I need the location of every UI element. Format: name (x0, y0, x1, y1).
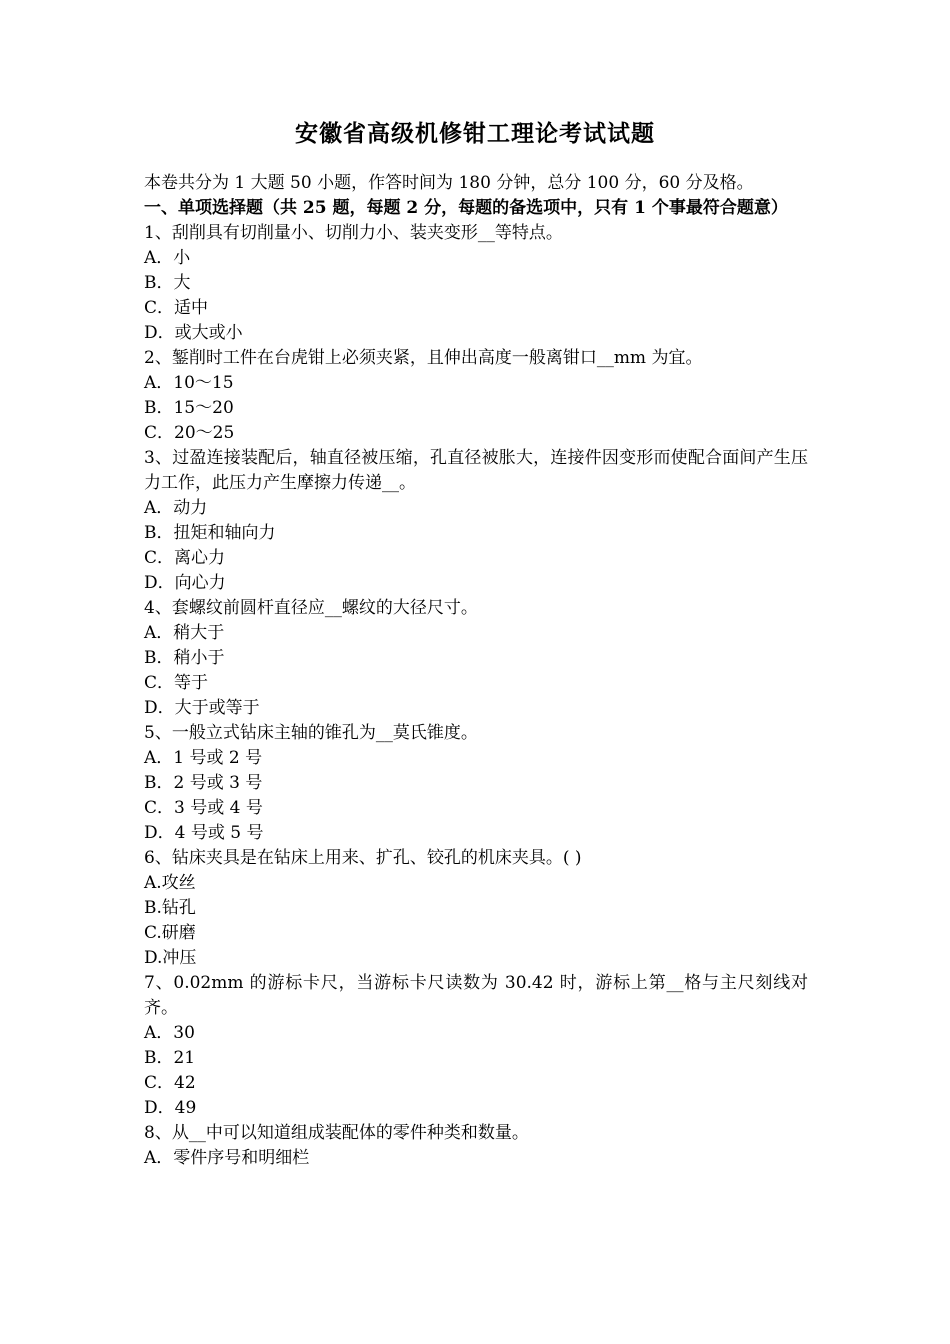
question-stem: 7、0.02mm 的游标卡尺，当游标卡尺读数为 30.42 时，游标上第__格与主尺刻线对齐。 (144, 973, 808, 1018)
answer-option: D．或大或小 (144, 323, 243, 343)
answer-option: A．小 (144, 248, 191, 268)
question-stem: 2、錾削时工件在台虎钳上必须夹紧，且伸出高度一般离钳口__mm 为宜。 (144, 348, 703, 368)
answer-option: A．动力 (144, 498, 208, 518)
answer-option: D．大于或等于 (144, 698, 260, 718)
question-stem: 8、从__中可以知道组成装配体的零件种类和数量。 (144, 1123, 529, 1143)
question-item (144, 1121, 808, 1171)
question-stem: 5、一般立式钻床主轴的锥孔为__莫氏锥度。 (144, 723, 478, 743)
answer-option: C.研磨 (144, 923, 196, 943)
question-item (144, 221, 808, 346)
answer-option: A．稍大于 (144, 623, 225, 643)
answer-option: C．20～25 (144, 423, 235, 443)
answer-option: A．30 (144, 1023, 195, 1043)
answer-option: C．3 号或 4 号 (144, 798, 263, 818)
answer-option: B．稍小于 (144, 648, 225, 668)
answer-option: C．等于 (144, 673, 209, 693)
answer-option: B．2 号或 3 号 (144, 773, 263, 793)
answer-option: D．向心力 (144, 573, 226, 593)
answer-option: D．49 (144, 1098, 197, 1118)
answer-option: B．大 (144, 273, 191, 293)
question-stem: 3、过盈连接装配后，轴直径被压缩，孔直径被胀大，连接件因变形而使配合面间产生压力工作，此压力产生摩擦力传递__。 (144, 448, 808, 493)
exam-intro: 本卷共分为 1 大题 50 小题，作答时间为 180 分钟，总分 100 分，60 分及格。 (144, 173, 754, 193)
answer-option: B．扭矩和轴向力 (144, 523, 276, 543)
question-stem: 1、刮削具有切削量小、切削力小、装夹变形__等特点。 (144, 223, 563, 243)
answer-option: A．10～15 (144, 373, 234, 393)
answer-option: B.钻孔 (144, 898, 196, 918)
question-list (144, 221, 808, 1171)
answer-option: C．42 (144, 1073, 196, 1093)
answer-option: A.攻丝 (144, 873, 196, 893)
question-stem: 6、钻床夹具是在钻床上用来、扩孔、铰孔的机床夹具。( ) (144, 848, 582, 868)
question-item (144, 846, 808, 971)
answer-option: C．适中 (144, 298, 209, 318)
question-item (144, 721, 808, 846)
answer-option: A．零件序号和明细栏 (144, 1148, 310, 1168)
document-body (144, 171, 808, 1171)
question-item (144, 971, 808, 1121)
answer-option: D.冲压 (144, 948, 197, 968)
answer-option: A．1 号或 2 号 (144, 748, 263, 768)
section-heading: 一、单项选择题（共 25 题，每题 2 分，每题的备选项中，只有 1 个事最符合题意） (144, 198, 788, 218)
answer-option: B．21 (144, 1048, 196, 1068)
answer-option: C．离心力 (144, 548, 226, 568)
question-stem: 4、套螺纹前圆杆直径应__螺纹的大径尺寸。 (144, 598, 478, 618)
question-item (144, 346, 808, 446)
answer-option: D．4 号或 5 号 (144, 823, 264, 843)
document-title: 安徽省高级机修钳工理论考试试题 (295, 121, 655, 147)
answer-option: B．15～20 (144, 398, 234, 418)
question-item (144, 596, 808, 721)
question-item (144, 446, 808, 596)
